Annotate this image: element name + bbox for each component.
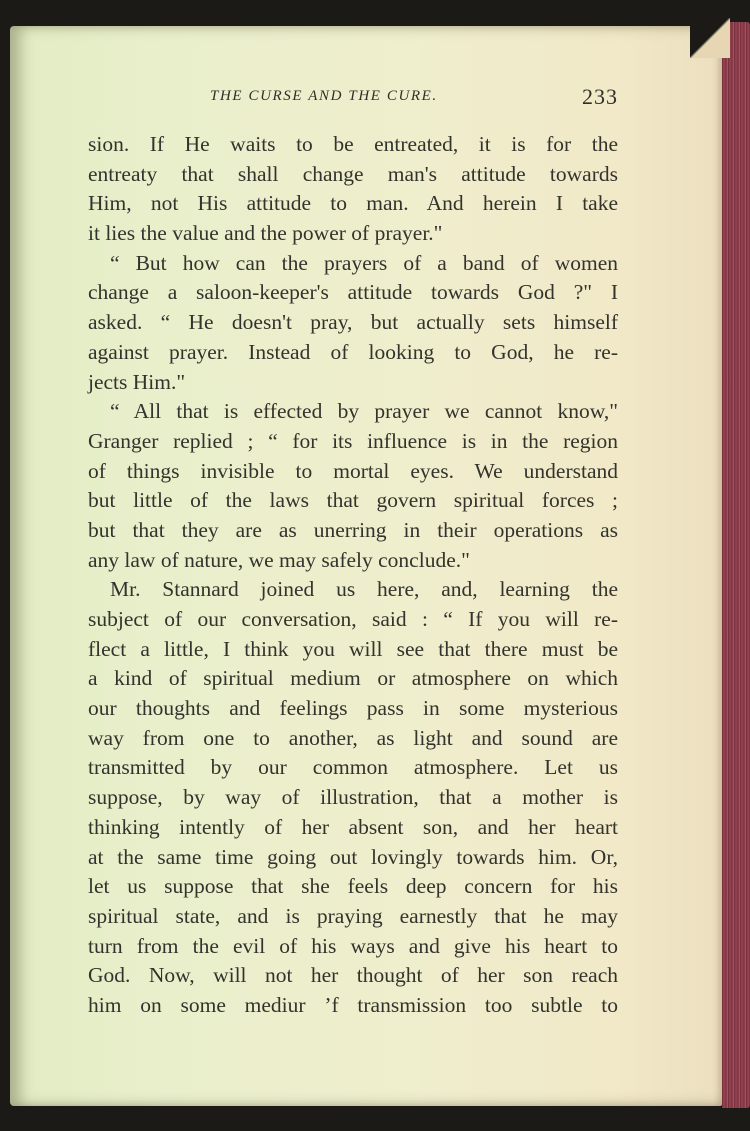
text-line: but little of the laws that govern spiritual forces ;: [88, 488, 618, 513]
text-line: Granger replied ; “ for its influence is in the region: [88, 428, 618, 453]
text-line: but that they are as unerring in their operations as: [88, 517, 618, 542]
text-line: entreaty that shall change man's attitude towards: [88, 161, 618, 186]
text-line: sion. If He waits to be entreated, it is for the: [88, 132, 618, 156]
text-line: “ All that is effected by prayer we cannot know,": [110, 399, 618, 424]
text-line: our thoughts and feelings pass in some mysterious: [88, 696, 618, 721]
text-line: Him, not His attitude to man. And herein I take: [88, 191, 618, 216]
text-line: turn from the evil of his ways and give his heart to: [88, 933, 618, 958]
text-line: at the same time going out lovingly towards him. Or,: [88, 844, 618, 869]
page-edges: [722, 22, 750, 1108]
text-line: of things invisible to mortal eyes. We understand: [88, 458, 618, 483]
text-line: let us suppose that she feels deep concern for his: [88, 874, 618, 899]
text-line: jects Him.": [88, 369, 186, 394]
text-line: God. Now, will not her thought of her son reach: [88, 963, 618, 988]
text-line: spiritual state, and is praying earnestly that he may: [88, 903, 618, 928]
text-line: against prayer. Instead of looking to God, he re-: [88, 339, 618, 364]
text-line: a kind of spiritual medium or atmosphere on which: [88, 666, 618, 691]
text-line: Mr. Stannard joined us here, and, learning the: [110, 577, 618, 602]
text-line: transmitted by our common atmosphere. Let us: [88, 755, 618, 780]
text-line: flect a little, I think you will see that there must be: [88, 636, 618, 661]
text-line: change a saloon-keeper's attitude towards God ?" I: [88, 280, 618, 305]
text-line: thinking intently of her absent son, and her heart: [88, 814, 618, 839]
page-number: 233: [582, 84, 618, 109]
text-line: “ But how can the prayers of a band of women: [110, 250, 618, 275]
text-line: suppose, by way of illustration, that a mother is: [88, 785, 618, 810]
text-line: it lies the value and the power of prayer.": [88, 221, 443, 246]
page-corner: [690, 18, 730, 58]
running-head: THE CURSE AND THE CURE.: [210, 88, 438, 104]
text-line: subject of our conversation, said : “ If you will re-: [88, 607, 618, 631]
body-text: [88, 130, 618, 1021]
text-line: asked. “ He doesn't pray, but actually sets himself: [88, 310, 618, 335]
text-line: any law of nature, we may safely conclude.": [88, 547, 470, 572]
page-header: [90, 84, 618, 120]
text-line: him on some mediur ’f transmission too subtle to: [88, 992, 618, 1017]
text-line: way from one to another, as light and sound are: [88, 725, 618, 750]
